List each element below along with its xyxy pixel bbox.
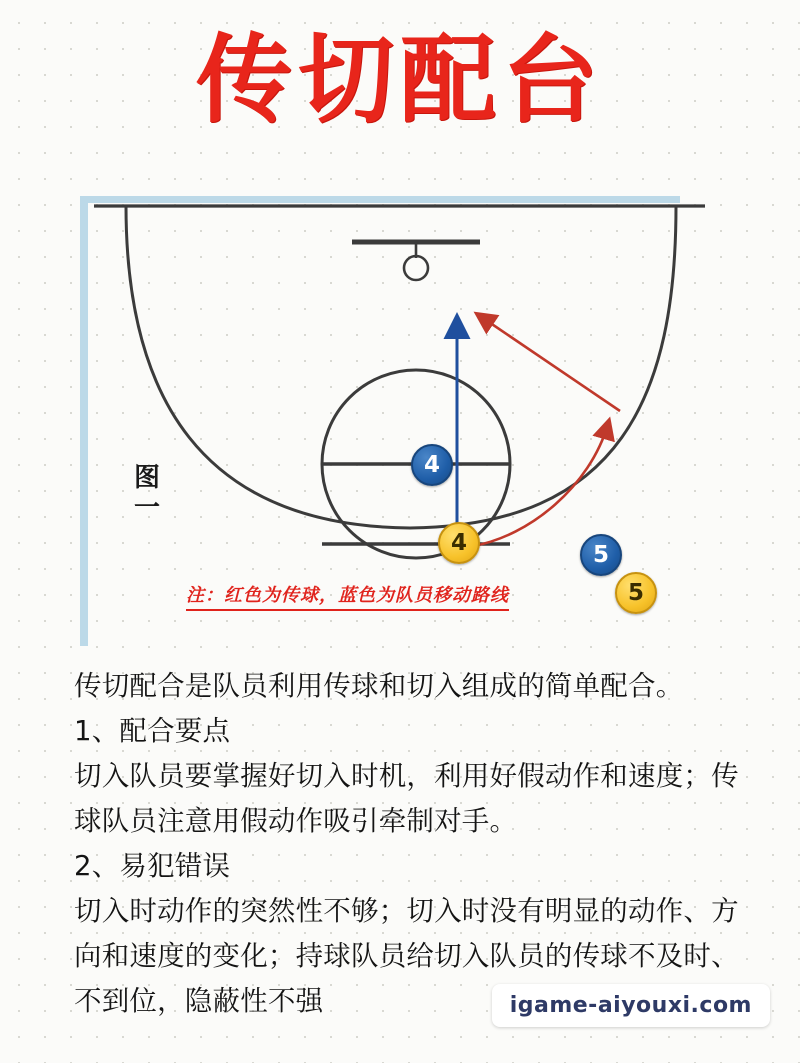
player-4-blue-token[interactable] [411, 444, 453, 486]
player-5-yellow-token[interactable] [615, 572, 657, 614]
section-1-body: 切入队员要掌握好切入时机，利用好假动作和速度；传球队员注意用假动作吸引牵制对手。 [74, 760, 739, 837]
player-5-yellow-label: 5 [627, 580, 644, 606]
player-5-blue-label: 5 [592, 542, 609, 568]
article-body [74, 664, 746, 1024]
rim [404, 256, 428, 280]
player-4-yellow-token[interactable] [438, 522, 480, 564]
section-2-title: 2、易犯错误 [74, 850, 231, 882]
legend-note: 注：红色为传球，蓝色为队员移动路线 [186, 581, 509, 611]
figure-label: 图一 [133, 463, 160, 523]
intro-paragraph: 传切配合是队员利用传球和切入组成的简单配合。 [74, 670, 684, 702]
page-title: 传切配台 [196, 24, 604, 136]
section-1-title: 1、配合要点 [74, 715, 231, 747]
pass-line-red-2 [473, 424, 608, 546]
player-4-blue-label: 4 [423, 452, 440, 478]
court-diagram [80, 196, 720, 646]
player-5-blue-token[interactable] [580, 534, 622, 576]
pass-line-red-1 [480, 316, 620, 411]
three-point-arc [126, 206, 676, 528]
section-2-body: 切入时动作的突然性不够；切入时没有明显的动作、方向和速度的变化；持球队员给切入队员的传球不及时、不到位，隐蔽性不强 [74, 895, 739, 1017]
player-4-yellow-label: 4 [450, 530, 467, 556]
watermark-badge: igame-aiyouxi.com [492, 984, 770, 1027]
